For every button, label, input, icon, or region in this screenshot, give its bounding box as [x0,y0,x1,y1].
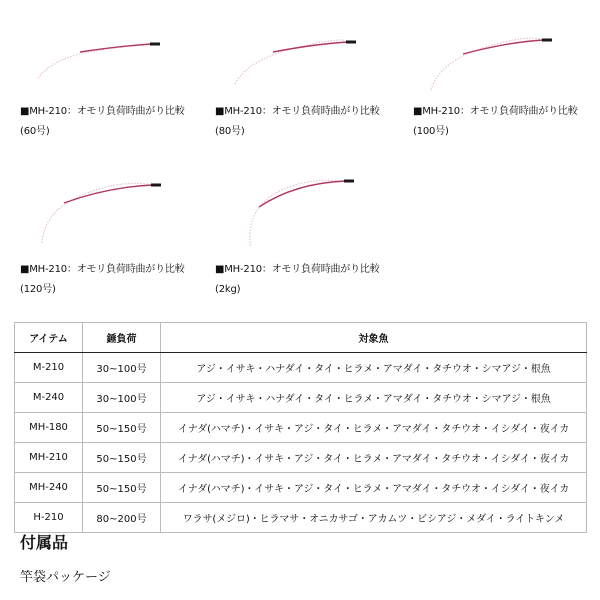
cell-item: MH-240 [15,473,83,503]
spec-table [14,322,587,533]
cell-target-fish: イナダ(ハマチ)・イサキ・アジ・タイ・ヒラメ・アマダイ・タチウオ・イシダイ・夜イカ [161,413,587,443]
bend-chart-60 [20,20,200,137]
accessories-heading: 付属品 [20,533,69,552]
header-sinker-load: 錘負荷 [83,323,161,353]
cell-target-fish: ワラサ(メジロ)・ヒラマサ・オニカサゴ・アカムツ・ビシアジ・メダイ・ライトキンメ [161,503,587,533]
table-row [15,353,587,383]
cell-sinker-load: 80~200号 [83,503,161,533]
caption-line2: (2kg) [215,284,241,295]
cell-sinker-load: 50~150号 [83,443,161,473]
cell-target-fish: イナダ(ハマチ)・イサキ・アジ・タイ・ヒラメ・アマダイ・タチウオ・イシダイ・夜イカ [161,443,587,473]
bend-chart-caption [215,102,380,142]
rod-bend-80-figure [215,20,395,100]
cell-item: M-210 [15,353,83,383]
caption-line2: (100号) [413,126,449,137]
table-row [15,443,587,473]
cell-target-fish: アジ・イサキ・ハナダイ・タイ・ヒラメ・アマダイ・タチウオ・シマアジ・根魚 [161,383,587,413]
accessories-text: 竿袋パッケージ [20,570,111,585]
caption-line1: ■MH-210：オモリ負荷時曲がり比較 [413,106,578,117]
table-row [15,503,587,533]
cell-target-fish: アジ・イサキ・ハナダイ・タイ・ヒラメ・アマダイ・タチウオ・シマアジ・根魚 [161,353,587,383]
bend-chart-120 [20,167,200,297]
table-header-row [15,323,587,353]
table-row [15,413,587,443]
caption-line1: ■MH-210：オモリ負荷時曲がり比較 [215,106,380,117]
header-target-fish: 対象魚 [161,323,587,353]
table-row [15,473,587,503]
cell-item: MH-210 [15,443,83,473]
caption-line2: (80号) [215,126,245,137]
caption-line1: ■MH-210：オモリ負荷時曲がり比較 [20,264,185,275]
bend-chart-100 [413,20,593,137]
rod-bend-60-figure [20,20,200,100]
table-row [15,383,587,413]
rod-bend-100-figure [413,20,593,100]
header-item: アイテム [15,323,83,353]
bend-chart-2kg [215,167,395,297]
bend-chart-caption [413,102,578,142]
cell-sinker-load: 30~100号 [83,353,161,383]
bend-chart-caption [20,260,185,300]
cell-sinker-load: 50~150号 [83,473,161,503]
bend-chart-caption [20,102,185,142]
cell-item: M-240 [15,383,83,413]
bend-chart-caption [215,260,380,300]
cell-item: MH-180 [15,413,83,443]
cell-sinker-load: 30~100号 [83,383,161,413]
caption-line1: ■MH-210：オモリ負荷時曲がり比較 [20,106,185,117]
caption-line2: (60号) [20,126,50,137]
rod-bend-120-figure [20,167,200,247]
bend-chart-80 [215,20,395,137]
rod-bend-2kg-figure [215,167,395,247]
caption-line2: (120号) [20,284,56,295]
cell-item: H-210 [15,503,83,533]
cell-target-fish: イナダ(ハマチ)・イサキ・アジ・タイ・ヒラメ・アマダイ・タチウオ・イシダイ・夜イカ [161,473,587,503]
caption-line1: ■MH-210：オモリ負荷時曲がり比較 [215,264,380,275]
cell-sinker-load: 50~150号 [83,413,161,443]
